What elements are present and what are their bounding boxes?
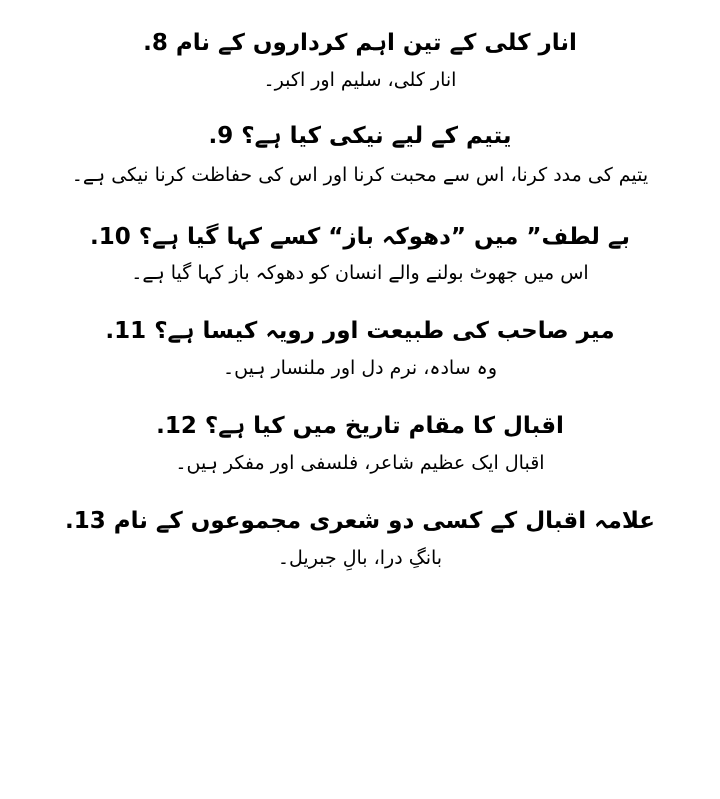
question-text: علامہ اقبال کے کسی دو شعری مجموعوں کے نام <box>113 508 656 535</box>
question-number: 12. <box>156 413 197 440</box>
answer-text: یتیم کی مدد کرنا، اس سے محبت کرنا اور اس کی حفاظت کرنا نیکی ہے۔ <box>71 163 649 186</box>
question-line <box>26 314 694 350</box>
qa-block <box>26 409 694 480</box>
question-number: 8. <box>143 30 168 56</box>
answer-text: اس میں جھوٹ بولنے والے انسان کو دھوکہ باز کہا گیا ہے۔ <box>131 262 589 285</box>
question-number: 13. <box>64 508 106 535</box>
qa-block <box>26 504 694 575</box>
qa-block <box>26 26 694 97</box>
question-number: 11. <box>105 318 147 345</box>
answer-text: اقبال ایک عظیم شاعر، فلسفی اور مفکر ہیں۔ <box>175 452 545 474</box>
question-line <box>26 220 694 256</box>
question-line <box>26 409 694 445</box>
answer-text: بانگِ درا، بالِ جبریل۔ <box>277 546 443 569</box>
question-line <box>26 119 694 155</box>
question-text: یتیم کے لیے نیکی کیا ہے؟ <box>241 122 512 149</box>
question-text: اقبال کا مقام تاریخ میں کیا ہے؟ <box>204 413 564 440</box>
answer-text: انار کلی، سلیم اور اکبر۔ <box>263 68 457 91</box>
answer-text: وہ سادہ، نرم دل اور ملنسار ہیں۔ <box>223 357 497 380</box>
qa-block <box>26 220 694 291</box>
question-text: انار کلی کے تین اہم کرداروں کے نام <box>175 30 577 56</box>
question-text: بے لطف” میں ”دھوکہ باز“ کسے کہا گیا ہے؟ <box>138 223 631 250</box>
question-line <box>26 26 694 62</box>
question-text: میر صاحب کی طبیعت اور رویہ کیسا ہے؟ <box>154 318 615 345</box>
question-number: 10. <box>89 223 131 250</box>
qa-block <box>26 119 694 194</box>
question-line <box>26 504 694 540</box>
qa-block <box>26 314 694 385</box>
question-number: 9. <box>208 122 234 149</box>
